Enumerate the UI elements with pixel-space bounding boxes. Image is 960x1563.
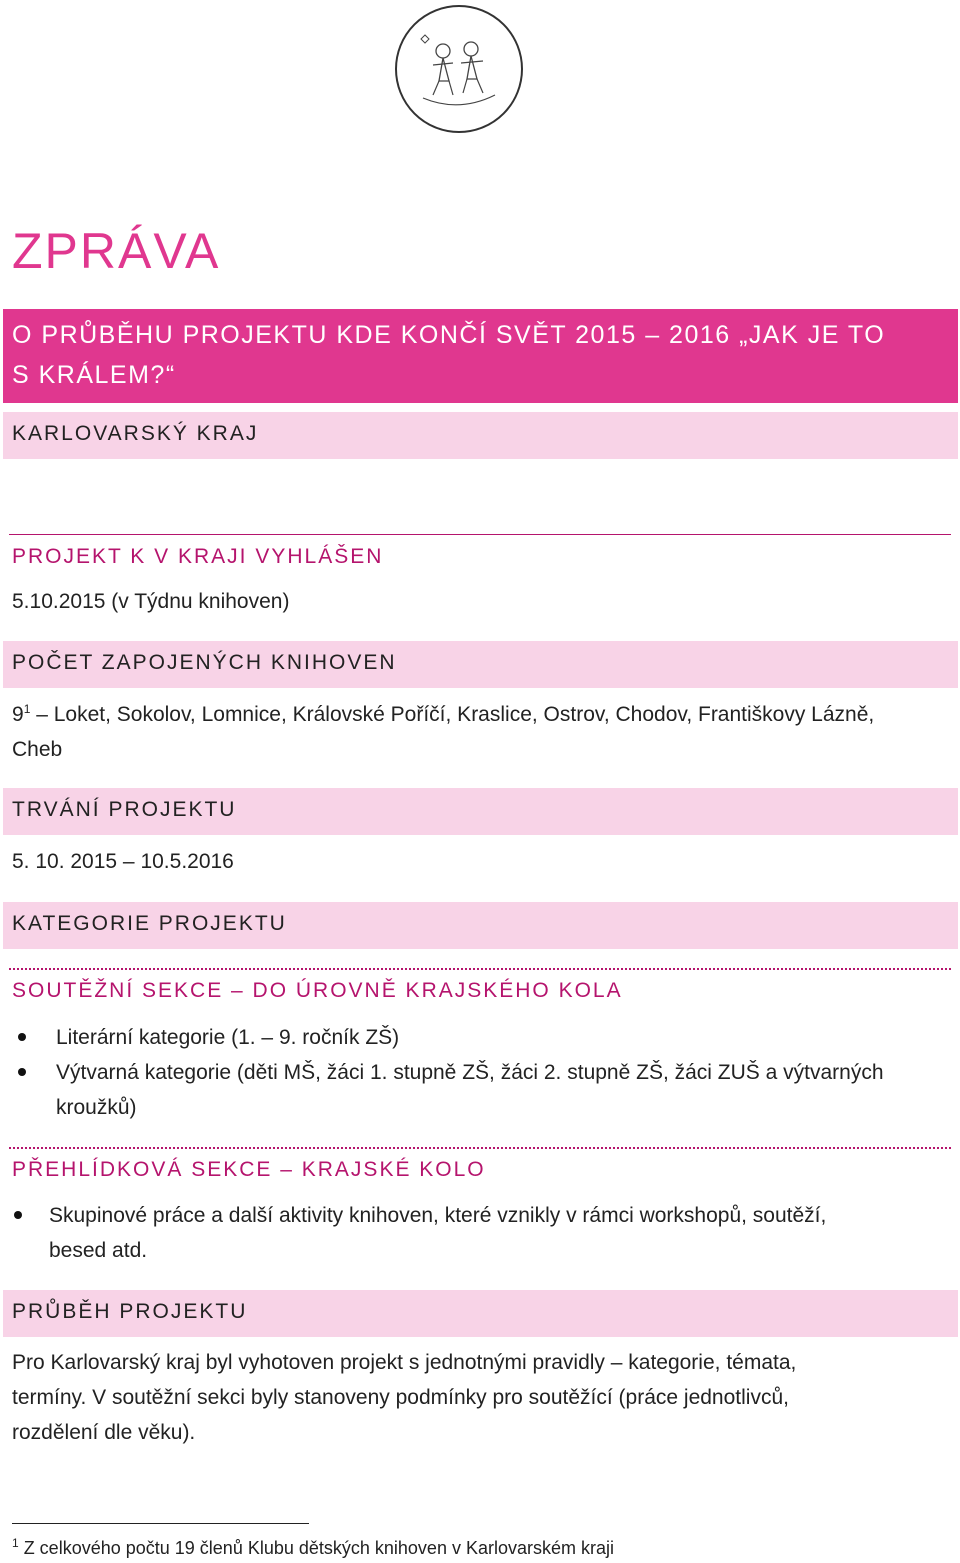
progress-line: termíny. V soutěžní sekci byly stanoveny podmínky pro soutěžící (práce jednotlivců, [12,1386,789,1409]
footnote-divider [12,1523,309,1524]
logo-emblem [393,3,525,135]
list-item: Skupinové práce a další aktivity knihoven, které vznikly v rámci workshopů, soutěží, [49,1204,827,1227]
libraries-line-1 [12,697,942,732]
page-title: ZPRÁVA [12,223,221,279]
progress-line: Pro Karlovarský kraj byl vyhotoven projekt s jednotnými pravidly – kategorie, témata, [12,1351,797,1374]
bullet-icon [18,1033,26,1041]
duration-band [3,788,958,835]
libraries-line-2: Cheb [12,738,63,761]
footnote-text: Z celkového počtu 19 členů Klubu dětských knihoven v Karlovarském kraji [18,1538,614,1558]
announced-heading: PROJEKT K V KRAJI VYHLÁŠEN [12,545,384,568]
dotted-divider [9,1147,951,1149]
bullet-icon [14,1211,22,1219]
list-item-continuation: besed atd. [49,1239,148,1262]
duration-value: 5. 10. 2015 – 10.5.2016 [12,850,234,873]
footnote [12,1538,614,1559]
list-item-continuation: kroužků) [56,1096,137,1119]
progress-text [12,1345,942,1450]
libraries-band [3,641,958,688]
competition-heading: SOUTĚŽNÍ SEKCE – DO ÚROVNĚ KRAJSKÉHO KOLA [12,979,623,1002]
bullet-icon [18,1068,26,1076]
showcase-heading: PŘEHLÍDKOVÁ SEKCE – KRAJSKÉ KOLO [12,1158,486,1181]
announced-value: 5.10.2015 (v Týdnu knihoven) [12,590,290,613]
klubko-logo [393,3,525,135]
subtitle [12,315,912,395]
subtitle-line-2: S KRÁLEM?“ [12,361,176,389]
list-item: Výtvarná kategorie (děti MŠ, žáci 1. stupně ZŠ, žáci 2. stupně ZŠ, žáci ZUŠ a výtvarných [56,1061,884,1084]
dotted-divider [9,968,951,970]
libraries-heading: POČET ZAPOJENÝCH KNIHOVEN [12,651,397,674]
libraries-names: – Loket, Sokolov, Lomnice, Královské Poříčí, Kraslice, Ostrov, Chodov, Františkovy Lázně, [30,703,875,726]
duration-heading: TRVÁNÍ PROJEKTU [12,798,237,821]
category-band [3,902,958,949]
list-item: Literární kategorie (1. – 9. ročník ZŠ) [56,1026,400,1049]
category-heading: KATEGORIE PROJEKTU [12,912,287,935]
progress-heading: PRŮBĚH PROJEKTU [12,1300,248,1323]
subtitle-line-1: O PRŮBĚHU PROJEKTU KDE KONČÍ SVĚT 2015 – 2016 „JAK JE TO [12,321,886,349]
region-band [3,412,958,459]
libraries-count: 9 [12,703,24,726]
section-divider [9,534,951,535]
libraries-list [12,697,942,767]
region-heading: KARLOVARSKÝ KRAJ [12,422,259,445]
footnote-number: 1 [12,1536,19,1550]
subtitle-band [3,309,958,403]
progress-line: rozdělení dle věku). [12,1421,196,1444]
progress-band [3,1290,958,1337]
footnote-ref[interactable]: 1 [23,702,31,716]
